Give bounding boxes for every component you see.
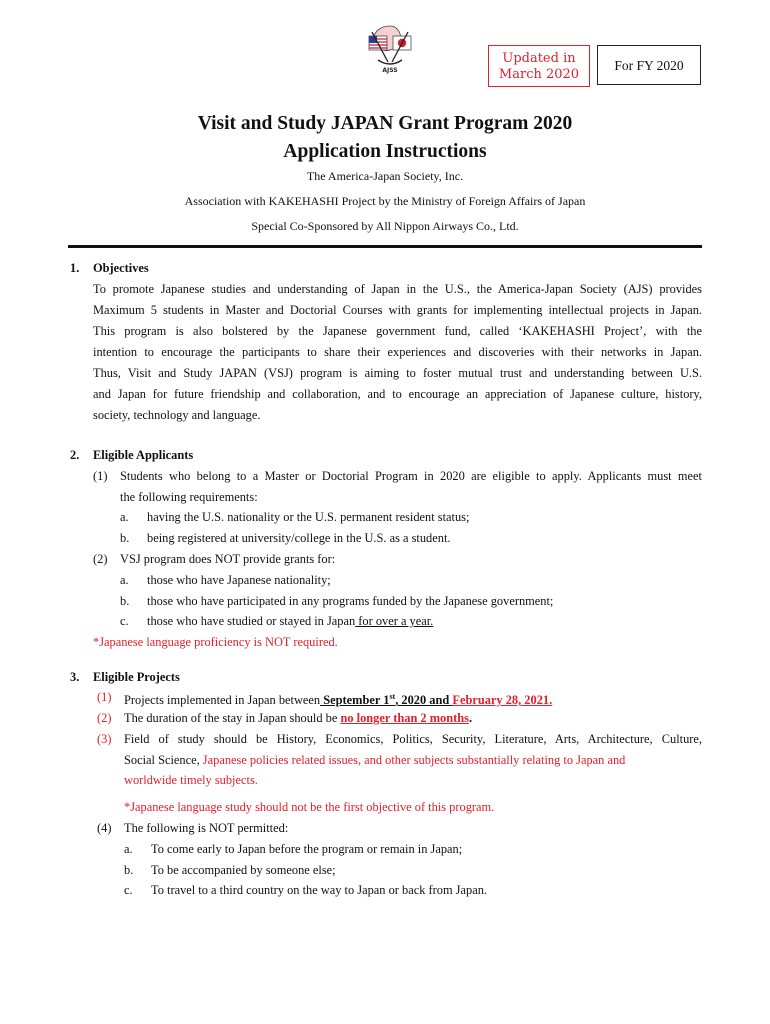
item-number: (4) <box>97 821 112 835</box>
list-item-text: those who have studied or stayed in Japan <box>147 614 356 628</box>
document-subtitle: Application Instructions <box>283 141 487 162</box>
duration-limit: no longer than 2 months <box>340 711 469 725</box>
sponsor-line: Special Co-Sponsored by All Nippon Airways Co., Ltd. <box>251 219 519 233</box>
updated-line-1: Updated in <box>502 51 576 66</box>
updated-notice-box <box>488 45 590 87</box>
start-date-year: , 2020 and <box>395 693 453 708</box>
header-divider <box>68 245 702 248</box>
list-item <box>147 613 433 629</box>
start-date-text: September 1 <box>320 693 390 708</box>
language-study-note: *Japanese language study should not be the first objective of this program. <box>124 800 495 814</box>
end-date: February 28, 2021. <box>452 693 553 708</box>
not-permitted-heading: The following is NOT permitted: <box>124 821 289 835</box>
list-item: those who have Japanese nationality; <box>147 573 331 587</box>
section-3-heading: Eligible Projects <box>93 670 180 684</box>
section-2-heading: Eligible Applicants <box>93 448 194 462</box>
item-number: (1) <box>93 469 108 483</box>
section-3-number: 3. <box>70 670 80 684</box>
section-1-heading: Objectives <box>93 261 149 275</box>
list-letter: c. <box>124 883 133 897</box>
item-number: (3) <box>97 732 112 746</box>
list-letter: b. <box>124 863 134 877</box>
duration-period: . <box>468 711 473 725</box>
project-period <box>124 689 552 708</box>
field-text-highlight: Japanese policies related issues, and other subjects substantially relating to Japan and <box>202 753 626 767</box>
duration-rule <box>124 710 472 726</box>
section-1-number: 1. <box>70 261 80 275</box>
org-name: The America-Japan Society, Inc. <box>306 169 464 183</box>
updated-line-2: March 2020 <box>498 67 580 82</box>
list-item: those who have participated in any programs funded by the Japanese government; <box>147 594 554 608</box>
list-letter: c. <box>120 614 129 628</box>
project-period-text: Projects implemented in Japan between <box>124 693 321 708</box>
fiscal-year-box: For FY 2020 <box>597 45 701 85</box>
list-item: To come early to Japan before the program or remain in Japan; <box>151 842 463 856</box>
list-item: To travel to a third country on the way to Japan or back from Japan. <box>151 883 487 897</box>
list-item: having the U.S. nationality or the U.S. permanent resident status; <box>147 510 470 524</box>
item-number: (2) <box>93 552 108 566</box>
list-letter: a. <box>124 842 133 856</box>
list-letter: b. <box>120 594 130 608</box>
section-1-text-line: This program is also bolstered by the Japanese government fund, called ‘KAKEHASHI Project’, with the <box>93 324 702 338</box>
section-1-text-line: To promote Japanese studies and understanding of Japan in the U.S., the America-Japan Society (AJS) provides <box>93 282 702 296</box>
list-letter: a. <box>120 573 129 587</box>
field-of-study-text <box>124 752 625 768</box>
item-number: (1) <box>97 690 112 704</box>
start-date <box>320 693 452 707</box>
requirement-text: the following requirements: <box>120 490 258 504</box>
field-text-highlight: worldwide timely subjects. <box>124 773 258 787</box>
section-1-text-line: Thus, Visit and Study JAPAN (VSJ) program is aiming to foster mutual trust and understanding between U.S. <box>93 366 702 380</box>
section-1-text-line: society, technology and language. <box>93 408 261 422</box>
list-letter: b. <box>120 531 130 545</box>
section-2-number: 2. <box>70 448 80 462</box>
section-1-text-line: intention to encourage the participants to share their experiences and discoveries with their networks in Japan. <box>93 345 702 359</box>
document-title: Visit and Study JAPAN Grant Program 2020 <box>197 113 573 134</box>
ordinal-suffix: st <box>389 692 396 701</box>
section-1-text-line: Maximum 5 students in Master and Doctorial Courses with grants for implementing intellectual projects in Japan. <box>93 303 702 317</box>
item-number: (2) <box>97 711 112 725</box>
requirement-text: Students who belong to a Master or Doctorial Program in 2020 are eligible to apply. Applicants must meet <box>120 469 702 483</box>
duration-text: The duration of the stay in Japan should be <box>124 711 341 725</box>
list-item: being registered at university/college in the U.S. as a student. <box>147 531 451 545</box>
language-note: *Japanese language proficiency is NOT required. <box>93 635 338 649</box>
list-letter: a. <box>120 510 129 524</box>
logo-text: AJSS <box>382 67 398 74</box>
association-line: Association with KAKEHASHI Project by the Ministry of Foreign Affairs of Japan <box>184 194 586 208</box>
section-1-text-line: and Japan for future friendship and collaboration, and to encourage an appreciation of Japanese culture, history, <box>93 387 702 401</box>
society-logo <box>360 22 420 74</box>
field-of-study-text: Field of study should be History, Economics, Politics, Security, Literature, Arts, Architecture, Culture, <box>124 732 702 746</box>
underlined-duration: for over a year. <box>355 614 434 628</box>
field-text: Social Science, <box>124 753 203 767</box>
list-item: To be accompanied by someone else; <box>151 863 336 877</box>
exclusion-heading: VSJ program does NOT provide grants for: <box>120 552 336 566</box>
